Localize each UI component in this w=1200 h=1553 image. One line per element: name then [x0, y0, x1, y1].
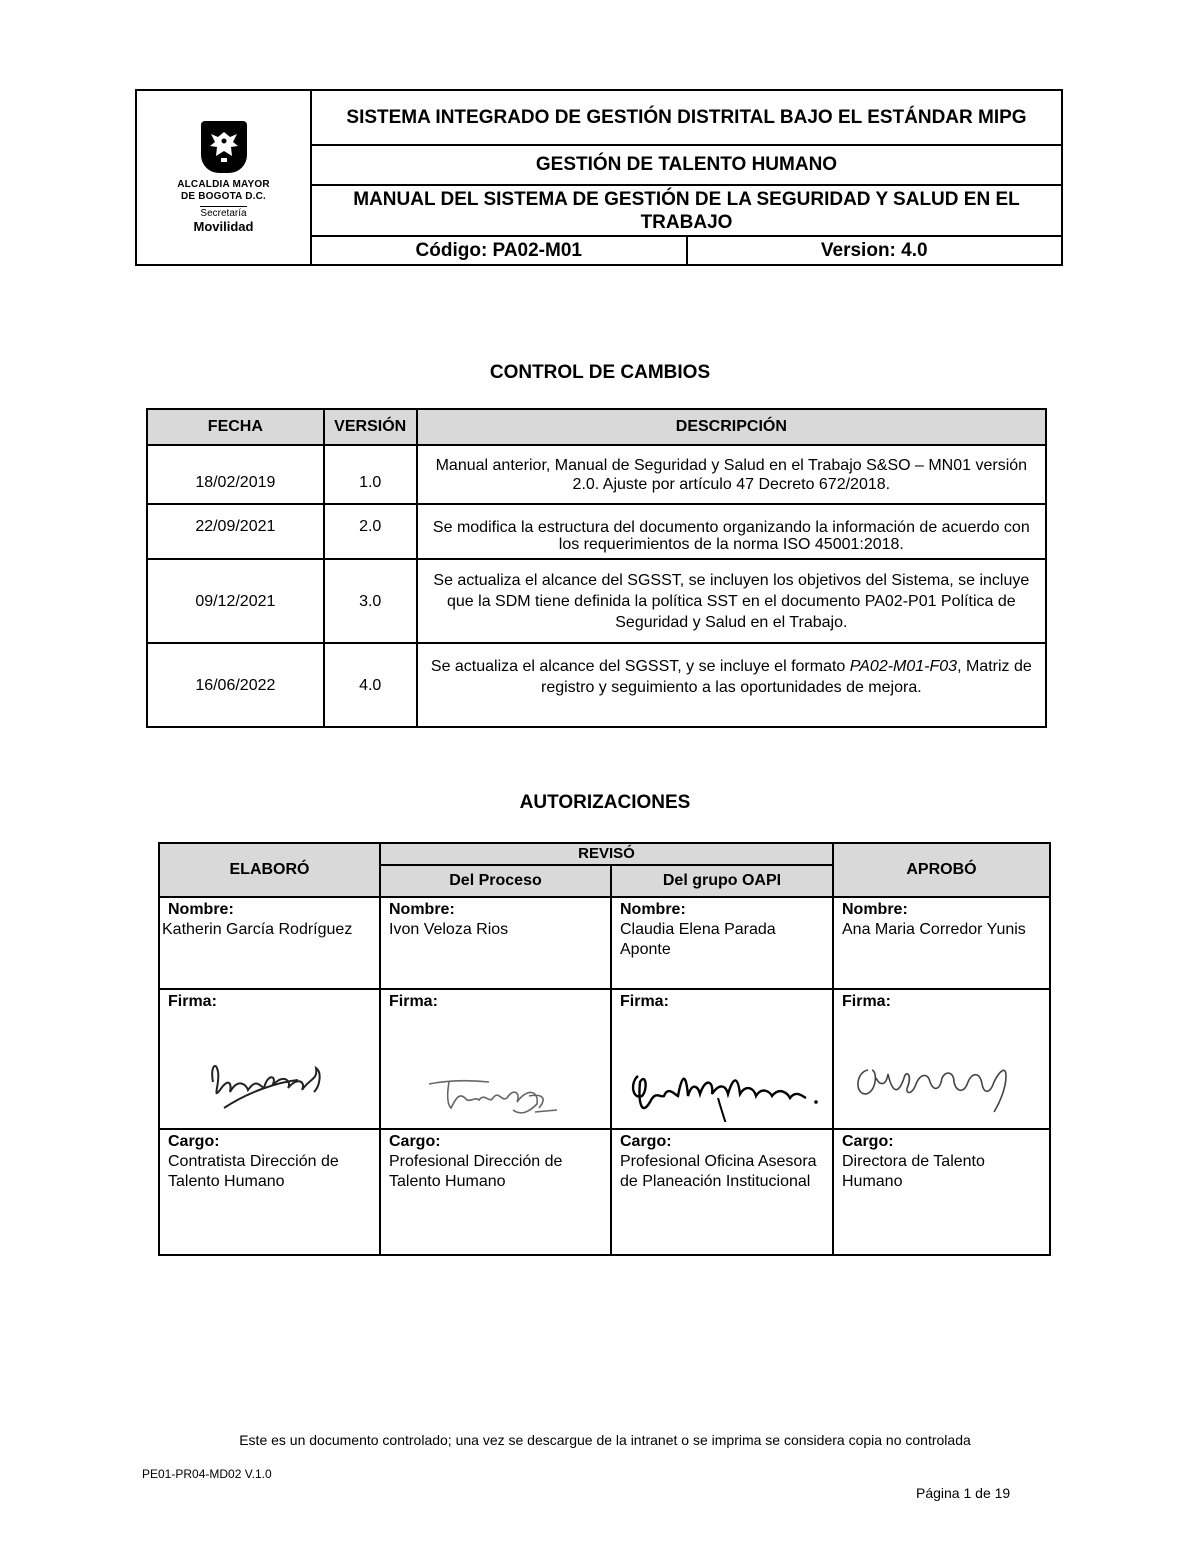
name-label: Nombre:: [168, 901, 234, 918]
person-role: Directora de Talento Humano: [842, 1153, 985, 1190]
signature-label: Firma:: [389, 993, 438, 1010]
form-code: PE01-PR04-MD02 V.1.0: [142, 1467, 272, 1481]
person-role: Profesional Dirección de Talento Humano: [389, 1153, 563, 1190]
logo-text-line2: DE BOGOTA D.C.: [180, 191, 267, 202]
coat-of-arms-icon: [201, 121, 247, 173]
page-number: Página 1 de 19: [916, 1485, 1011, 1501]
person-name: Ana Maria Corredor Yunis: [842, 921, 1026, 938]
table-row: [159, 897, 1050, 989]
change-description: [417, 643, 1046, 727]
table-row: [147, 504, 1046, 559]
change-date: 16/06/2022: [147, 643, 324, 727]
change-description: Se actualiza el alcance del SGSST, se incluyen los objetivos del Sistema, se incluye que la SDM tiene definida la política SST en el documento PA02-P01 Política de Seguridad y Salud en el Trabajo.: [417, 559, 1046, 643]
signature-image: [620, 1012, 830, 1122]
document-header: [135, 89, 1063, 266]
table-row: [147, 559, 1046, 643]
name-label: Nombre:: [389, 901, 455, 918]
change-version: 1.0: [324, 445, 417, 504]
document-title: MANUAL DEL SISTEMA DE GESTIÓN DE LA SEGURIDAD Y SALUD EN EL TRABAJO: [312, 186, 1061, 237]
change-version: 4.0: [324, 643, 417, 727]
person-role: Contratista Dirección de Talento Humano: [168, 1153, 339, 1190]
column-header-version: VERSIÓN: [324, 409, 417, 445]
logo-text-line1: ALCALDIA MAYOR: [177, 179, 270, 190]
change-version: 3.0: [324, 559, 417, 643]
controlled-document-note: Este es un documento controlado; una vez se descargue de la intranet o se imprima se considera copia no controlada: [239, 1432, 971, 1448]
logo-text-movilidad: Movilidad: [193, 219, 254, 234]
header-aprobo: APROBÓ: [833, 843, 1050, 897]
signature-image: [842, 1012, 1042, 1122]
role-label: Cargo:: [389, 1133, 441, 1150]
header-elaboro: ELABORÓ: [159, 843, 380, 897]
changes-title: CONTROL DE CAMBIOS: [489, 362, 711, 383]
signature-image: [168, 1012, 368, 1122]
header-del-grupo: Del grupo OAPI: [611, 865, 833, 897]
logo-block: [137, 91, 312, 264]
logo-text-secretaria: Secretaría: [200, 208, 247, 219]
name-label: Nombre:: [842, 901, 908, 918]
person-name: Claudia Elena Parada Aponte: [620, 921, 776, 958]
change-date: 18/02/2019: [147, 445, 324, 504]
authorizations-table: [158, 842, 1051, 1256]
signature-image: [389, 1012, 599, 1122]
table-row: [147, 445, 1046, 504]
changes-table: [146, 408, 1047, 728]
description-text: Se actualiza el alcance del SGSST, y se incluye el formato: [430, 658, 850, 675]
person-role: Profesional Oficina Asesora de Planeación Institucional: [620, 1153, 817, 1190]
role-label: Cargo:: [168, 1133, 220, 1150]
signature-label: Firma:: [168, 993, 217, 1010]
process-name: GESTIÓN DE TALENTO HUMANO: [312, 146, 1061, 186]
table-row: [159, 989, 1050, 1129]
signature-label: Firma:: [620, 993, 669, 1010]
form-reference: PA02-M01-F03: [849, 658, 958, 675]
change-version: 2.0: [324, 504, 417, 559]
change-date: 09/12/2021: [147, 559, 324, 643]
header-del-proceso: Del Proceso: [380, 865, 611, 897]
person-name: Katherin García Rodríguez: [162, 921, 353, 938]
table-row: [159, 1129, 1050, 1255]
role-label: Cargo:: [842, 1133, 894, 1150]
role-label: Cargo:: [620, 1133, 672, 1150]
header-reviso: REVISÓ: [380, 843, 833, 865]
system-title: SISTEMA INTEGRADO DE GESTIÓN DISTRITAL BAJO EL ESTÁNDAR MIPG: [312, 91, 1061, 146]
description-text: , Matriz de registro y seguimiento a las oportunidades de mejora.: [541, 658, 1032, 696]
change-description: Manual anterior, Manual de Seguridad y Salud en el Trabajo S&SO – MN01 versión 2.0. Ajuste por artículo 47 Decreto 672/2018.: [417, 445, 1046, 504]
document-version: Version: 4.0: [820, 239, 928, 261]
name-label: Nombre:: [620, 901, 686, 918]
column-header-date: FECHA: [147, 409, 324, 445]
signature-label: Firma:: [842, 993, 891, 1010]
table-row: [147, 643, 1046, 727]
column-header-description: DESCRIPCIÓN: [417, 409, 1046, 445]
person-name: Ivon Veloza Rios: [389, 921, 509, 938]
authorizations-title: AUTORIZACIONES: [519, 792, 691, 813]
change-description: Se modifica la estructura del documento organizando la información de acuerdo con los requerimientos de la norma ISO 45001:2018.: [417, 504, 1046, 559]
document-code: Código: PA02-M01: [312, 237, 688, 264]
change-date: 22/09/2021: [147, 504, 324, 559]
